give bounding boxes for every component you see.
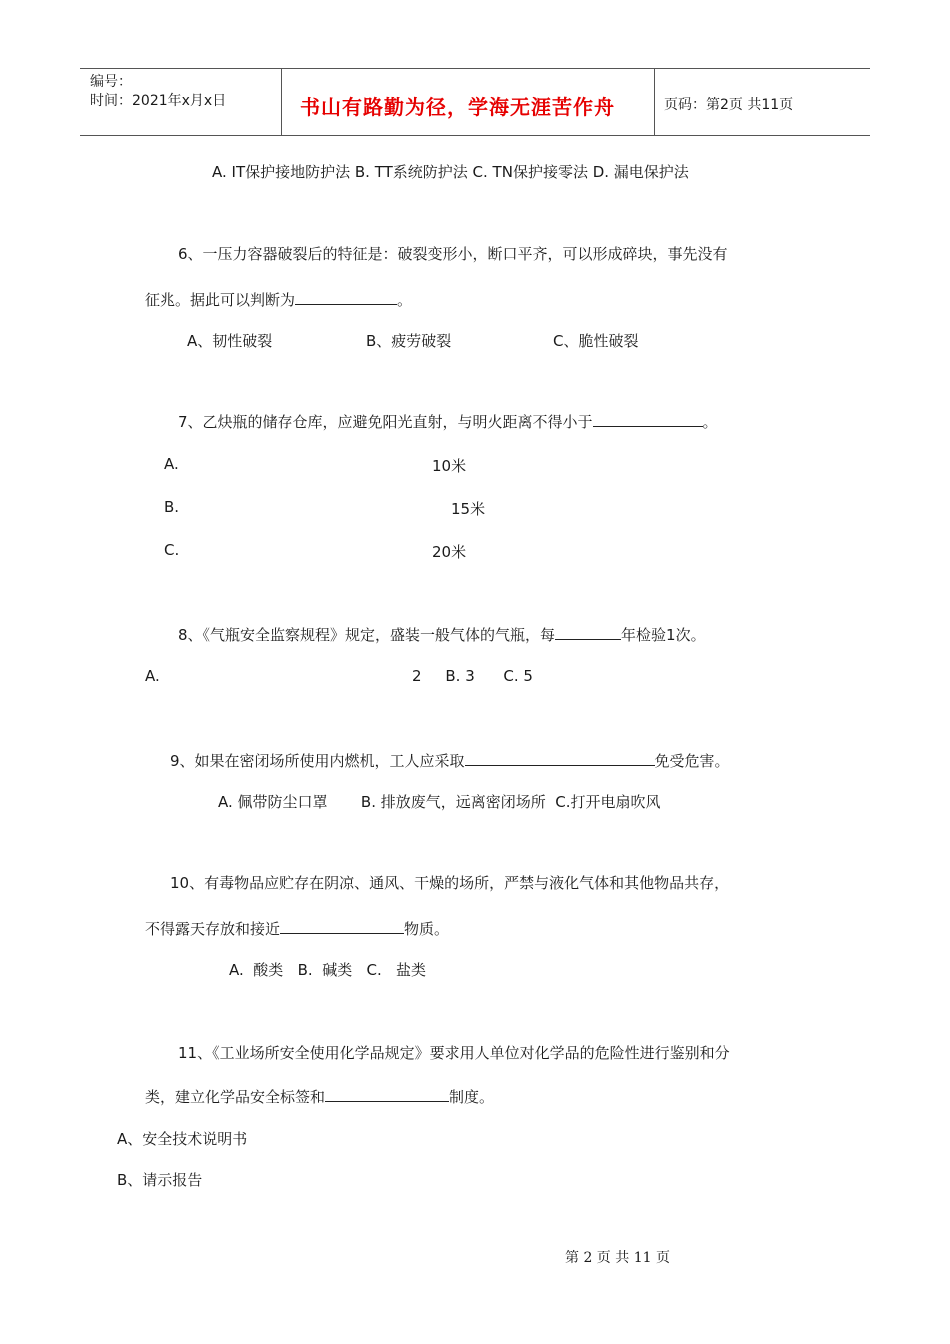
q7-option-c-letter: C. bbox=[164, 541, 180, 559]
q7-text-suffix: 。 bbox=[702, 413, 718, 431]
header-bottom-border bbox=[80, 135, 870, 136]
header-time-label: 时间：2021年x月x日 bbox=[90, 93, 227, 109]
q7-option-b-letter: B. bbox=[164, 498, 180, 516]
q6-option-b: B、疲劳破裂 bbox=[366, 332, 452, 350]
q9-answer-blank bbox=[465, 751, 655, 766]
q7-text bbox=[178, 411, 718, 432]
header-divider-right bbox=[654, 68, 655, 136]
q6-line1: 6、一压力容器破裂后的特征是：破裂变形小，断口平齐，可以形成碎块，事先没有 bbox=[178, 245, 728, 263]
page-footer: 第 2 页 共 11 页 bbox=[565, 1250, 670, 1266]
q8-text-prefix: 8、《气瓶安全监察规程》规定，盛装一般气体的气瓶，每 bbox=[178, 626, 556, 644]
header-top-border bbox=[80, 68, 870, 69]
q9-text-suffix: 免受危害。 bbox=[654, 752, 730, 770]
header-motto: 书山有路勤为径，学海无涯苦作舟 bbox=[300, 95, 615, 119]
q8-answer-blank bbox=[555, 625, 621, 640]
q9-text-prefix: 9、如果在密闭场所使用内燃机，工人应采取 bbox=[170, 752, 465, 770]
q10-answer-blank bbox=[280, 919, 404, 934]
q5-options: A. IT保护接地防护法 B. TT系统防护法 C. TN保护接零法 D. 漏电保护法 bbox=[212, 163, 689, 181]
q7-text-prefix: 7、乙炔瓶的储存仓库，应避免阳光直射，与明火距离不得小于 bbox=[178, 413, 593, 431]
q7-answer-blank bbox=[593, 412, 703, 427]
q7-option-a-letter: A. bbox=[164, 455, 179, 473]
q11-line2-prefix: 类，建立化学品安全标签和 bbox=[145, 1088, 326, 1106]
q6-option-c: C、脆性破裂 bbox=[553, 332, 639, 350]
q10-line2-prefix: 不得露天存放和接近 bbox=[145, 920, 281, 938]
q6-answer-blank bbox=[295, 290, 397, 305]
q7-option-b-value: 15米 bbox=[451, 500, 486, 518]
q6-line2 bbox=[145, 289, 412, 310]
q9-text bbox=[170, 750, 730, 771]
q10-options: A. 酸类 B. 碱类 C. 盐类 bbox=[229, 961, 427, 979]
q9-options: A. 佩带防尘口罩 B. 排放废气，远离密闭场所 C.打开电扇吹风 bbox=[218, 793, 661, 811]
q10-line2 bbox=[145, 918, 449, 939]
q11-option-a: A、安全技术说明书 bbox=[117, 1130, 248, 1148]
header-divider-left bbox=[281, 68, 282, 136]
q6-line2-prefix: 征兆。据此可以判断为 bbox=[145, 291, 296, 309]
q8-option-a-letter: A. bbox=[145, 667, 160, 685]
q6-option-a: A、韧性破裂 bbox=[187, 332, 273, 350]
q8-text-suffix: 年检验1次。 bbox=[621, 626, 706, 644]
q8-options: 2 B. 3 C. 5 bbox=[412, 667, 533, 685]
q10-line1: 10、有毒物品应贮存在阴凉、通风、干燥的场所，严禁与液化气体和其他物品共存， bbox=[170, 874, 730, 892]
q8-text bbox=[178, 624, 706, 645]
q6-line2-suffix: 。 bbox=[397, 291, 413, 309]
q11-line2 bbox=[145, 1086, 494, 1107]
q11-option-b: B、请示报告 bbox=[117, 1171, 203, 1189]
q11-line2-suffix: 制度。 bbox=[449, 1088, 495, 1106]
q7-option-a-value: 10米 bbox=[432, 457, 467, 475]
q7-option-c-value: 20米 bbox=[432, 543, 467, 561]
header-number-label: 编号： bbox=[90, 74, 132, 90]
q11-line1: 11、《工业场所安全使用化学品规定》要求用人单位对化学品的危险性进行鉴别和分 bbox=[178, 1044, 730, 1062]
q11-answer-blank bbox=[325, 1087, 449, 1102]
q10-line2-suffix: 物质。 bbox=[404, 920, 450, 938]
header-page-code: 页码：第2页 共11页 bbox=[664, 97, 794, 113]
